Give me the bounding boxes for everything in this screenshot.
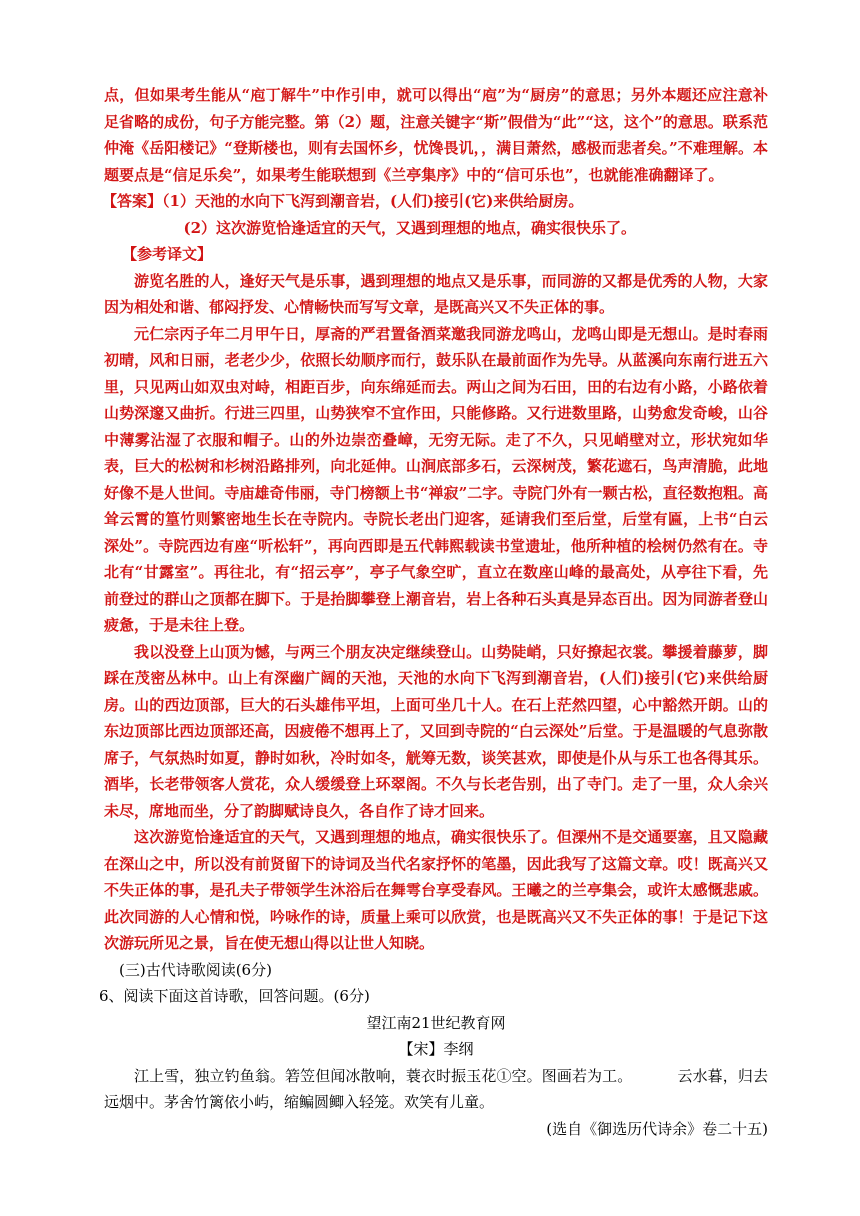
translation-paragraph-3: 我以没登上山顶为憾，与两三个朋友决定继续登山。山势陡峭，只好撩起衣裳。攀援着藤萝，脚踩在茂密丛林中。山上有深幽广阔的天池，天池的水向下飞泻到潮音岩，(人们)接引(它)来供给厨房。山的西边顶部，巨大的石头雄伟平坦，上面可坐几十人。在石上茫然四望，心中豁然开朗。山的东边顶部比西边顶部还高，因疲倦不想再上了，又回到寺院的“白云深处”后堂。于是温暖的气息弥散席子，气氛热时如夏，静时如秋，冷时如冬，觥筹无数，谈笑甚欢，即使是仆从与乐工也各得其乐。酒毕，长老带领客人赏花，众人缓缓登上环翠阁。不久与长老告别，出了寺门。走了一里，众人余兴未尽，席地而坐，分了韵脚赋诗良久，各自作了诗才回来。 [104,642,768,820]
answer-label: 【答案】 [102,192,163,210]
translation-paragraph-1: 游览名胜的人，逢好天气是乐事，遇到理想的地点又是乐事，而同游的又都是优秀的人物，大家因为相处和谐、郁闷抒发、心情畅快而写写文章，是既高兴又不失正体的事。 [104,271,768,316]
answer-line-2: (2）这次游览恰逢适宜的天气，又遇到理想的地点，确实很快乐了。 [183,218,637,237]
poem-stanza-2: 云水暮，归去远烟中。茅舍竹篱依小屿，缩鳊圆鲫入轻笼。欢笑有儿童。 [104,1066,768,1111]
poem-source: (选自《御选历代诗余》卷二十五) [546,1119,768,1138]
poem-stanza-1: 江上雪，独立钓鱼翁。箬笠但闻冰散响，蓑衣时振玉花①空。图画若为工。 [134,1066,633,1085]
translation-paragraph-2: 元仁宗丙子年二月甲午日，厚斋的严君置备酒菜邀我同游龙鸣山，龙鸣山即是无想山。是时春雨初晴，风和日丽，老老少少，依照长幼顺序而行，鼓乐队在最前面作为先导。从蓝溪向东南行进五六里，只见两山如双虫对峙，相距百步，向东绵延而去。两山之间为石田，田的右边有小路，小路依着山势深邃又曲折。行进三四里，山势狭窄不宜作田，只能修路。又行进数里路，山势愈发奇峻，山谷中薄雾沾湿了衣服和帽子。山的外边崇峦叠嶂，无穷无际。走了不久，只见峭壁对立，形状宛如华表，巨大的松树和杉树沿路排列，向北延伸。山涧底部多石，云深树茂，繁花遮石，鸟声清脆，此地好像不是人世间。寺庙雄奇伟丽，寺门榜额上书“禅寂”二字。寺院门外有一颗古松，直径数抱粗。高耸云霄的篁竹则繁密地生长在寺院内。寺院长老出门迎客，延请我们至后堂，后堂有匾，上书“白云深处”。寺院西边有座“听松轩”，再向西即是五代韩熙载读书堂遗址，他所种植的桧树仍然有在。寺北有“甘露室”。再往北，有“招云亭”，亭子气象空旷，直立在数座山峰的最高处，从亭往下看，先前登过的群山之顶都在脚下。于是抬脚攀登上潮音岩，岩上各种石头真是异态百出。因为同游者登山疲惫，于是未往上登。 [104,324,768,634]
translation-heading: 【参考译文】 [122,245,213,263]
poem-title: 望江南21世纪教育网 [366,1013,506,1032]
answer-item-1: （1）天池的水向下飞泻到潮音岩，(人们)接引(它)来供给厨房。 [162,192,584,210]
poem-author: 【宋】李纲 [398,1040,474,1058]
section-heading-poetry: (三)古代诗歌阅读(6分) [119,960,272,979]
answer-line-1 [102,188,768,215]
question-6: 6、阅读下面这首诗歌，回答问题。(6分) [99,987,370,1005]
poem-body [104,1063,768,1116]
document-page [99,82,768,1142]
analysis-paragraph: 点，但如果考生能从“庖丁解牛”中作引申，就可以得出“庖”为“厨房”的意思；另外本题还应注意补足省略的成份，句子方能完整。第（2）题，注意关键字“斯”假借为“此”“这，这个”的意思。联系范仲淹《岳阳楼记》“登斯楼也，则有去国怀乡，忧馋畏讥，，满目萧然，感极而悲者矣。”不难理解。本题要点是“信足乐矣”，如果考生能联想到《兰亭集序》中的“信可乐也”，也就能准确翻译了。 [104,86,768,184]
translation-paragraph-4: 这次游览恰逢适宜的天气，又遇到理想的地点，确实很快乐了。但溧州不是交通要塞，且又隐藏在深山之中，所以没有前贤留下的诗词及当代名家抒怀的笔墨，因此我写了这篇文章。哎！既高兴又不失正体的事，是孔夫子带领学生沐浴后在舞雩台享受春风。王曦之的兰亭集会，或许太感慨悲戚。此次同游的人心情和悦，吟咏作的诗，质量上乘可以欣赏，也是既高兴又不失正体的事！于是记下这次游玩所见之景，旨在使无想山得以让世人知晓。 [104,828,768,952]
